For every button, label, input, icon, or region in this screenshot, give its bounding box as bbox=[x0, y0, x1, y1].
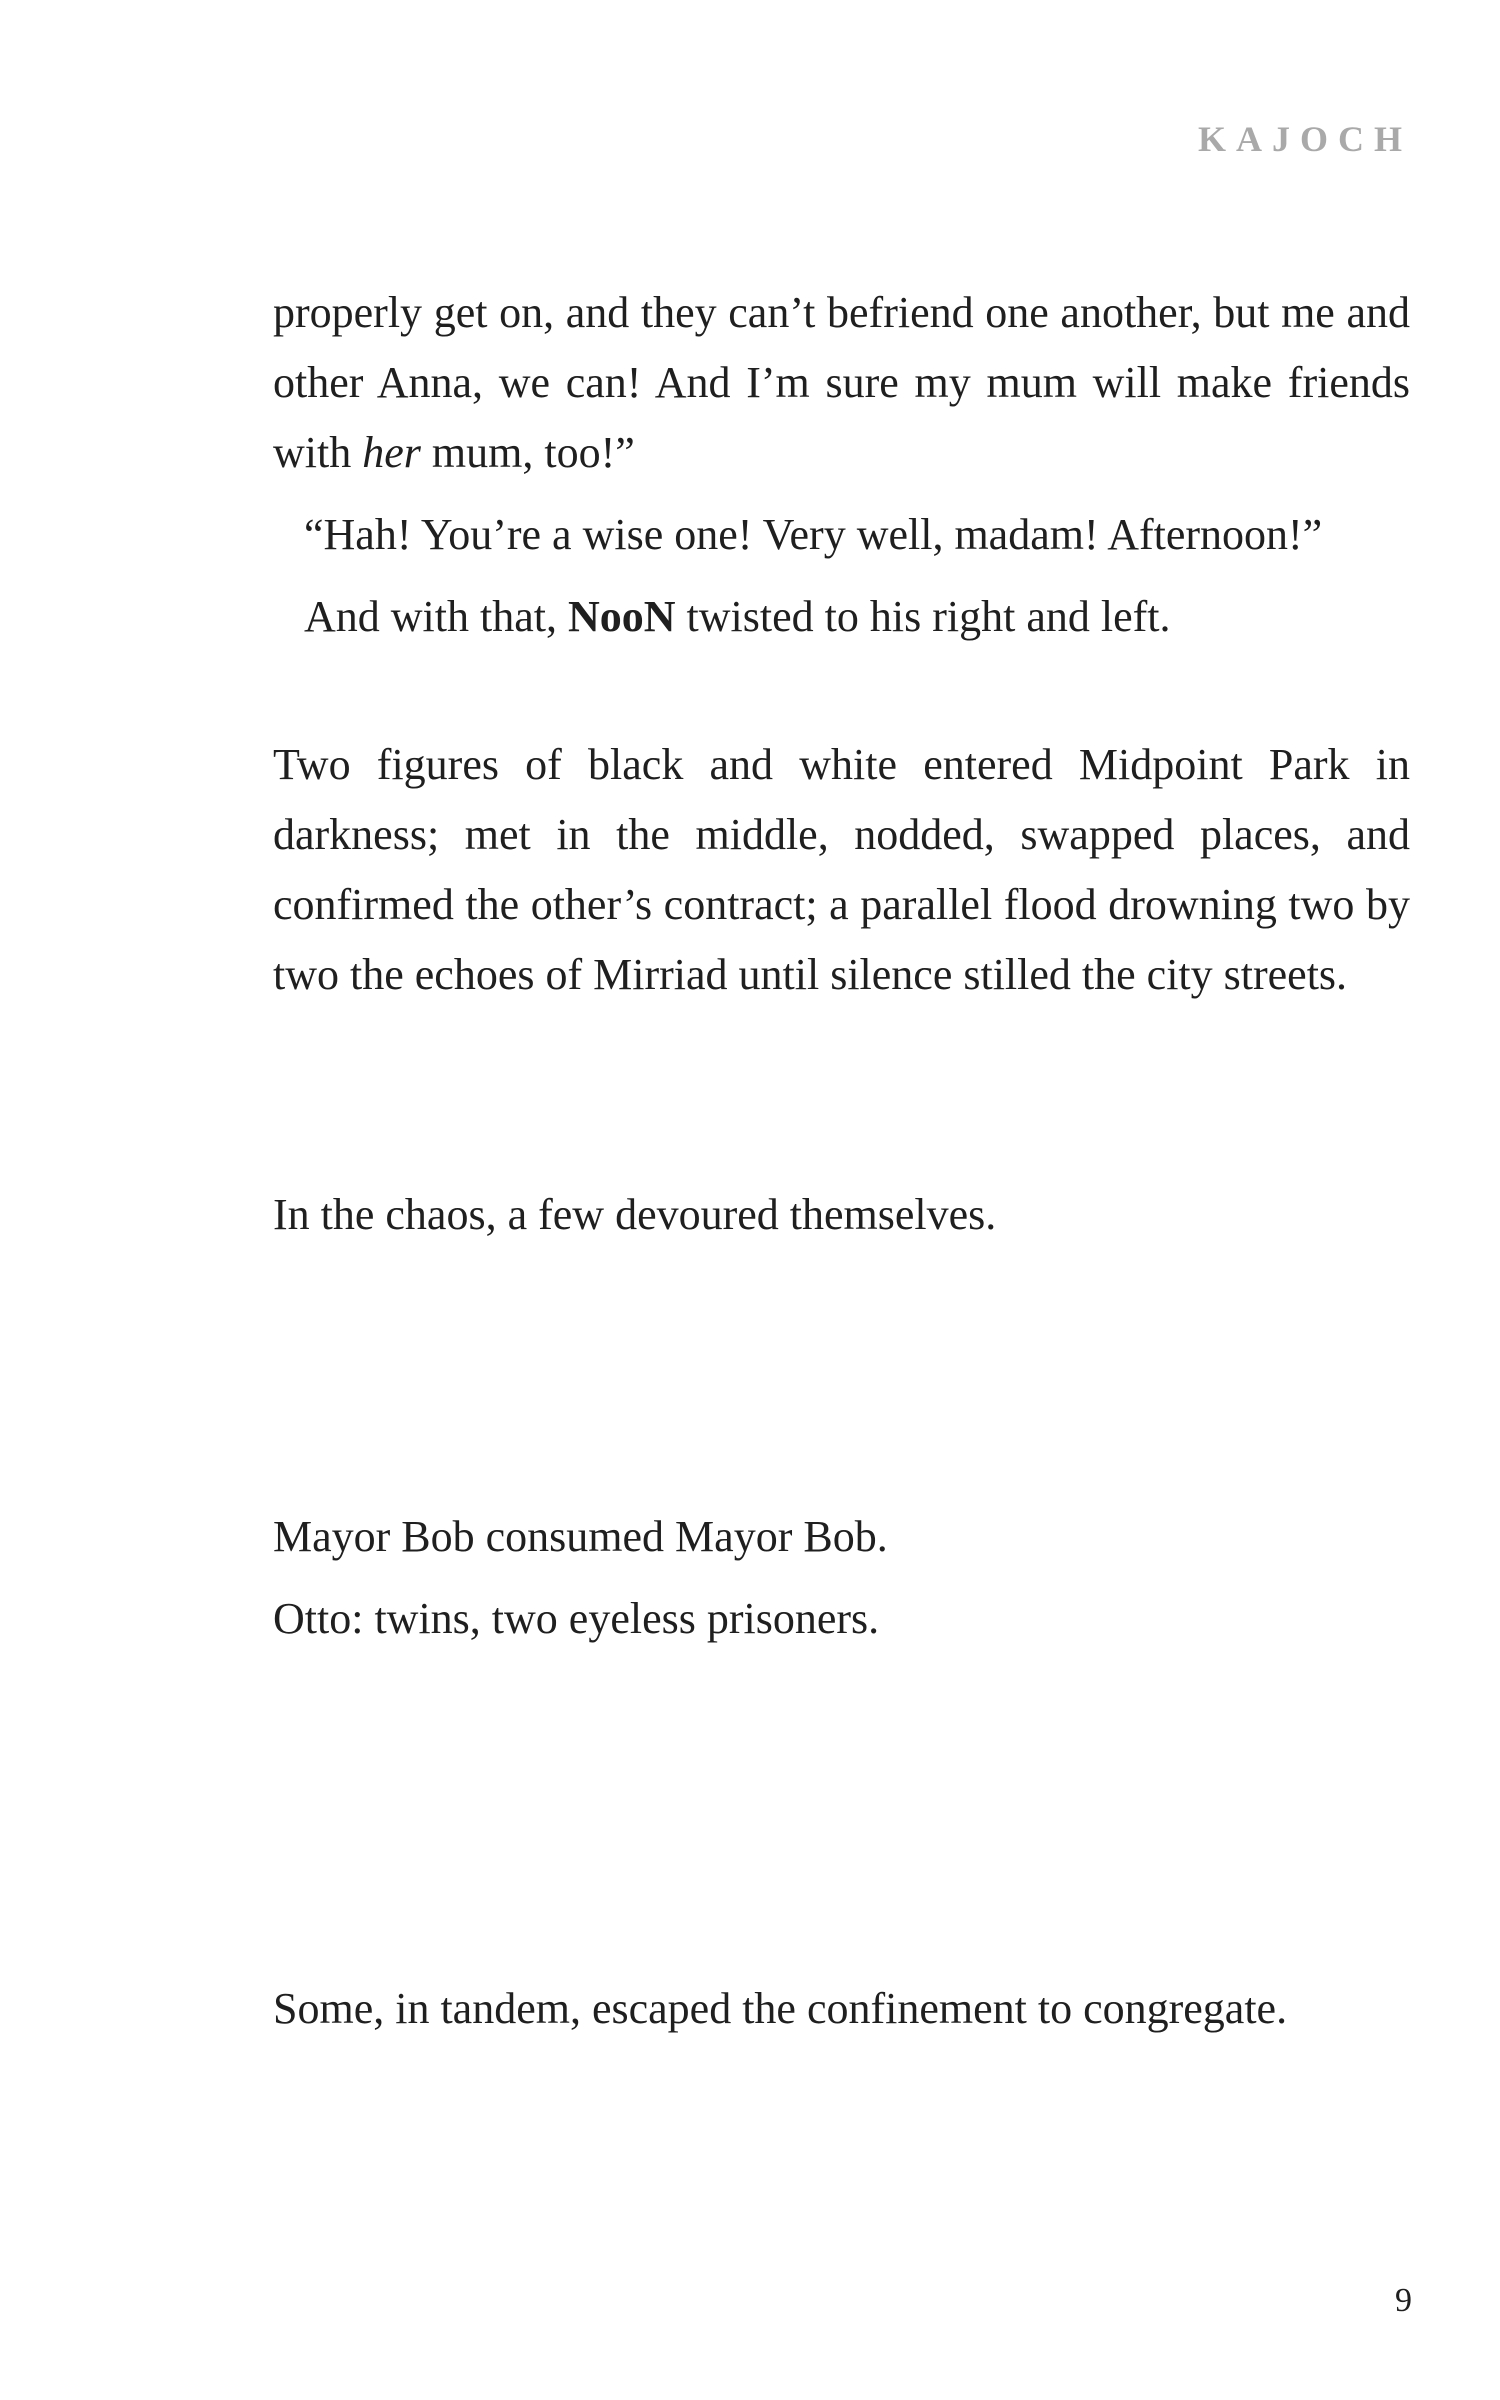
paragraph-2: “Hah! You’re a wise one! Very well, madam! Afternoon!” bbox=[304, 510, 1323, 559]
paragraph-5: In the chaos, a few devoured themselves. bbox=[273, 1190, 997, 1239]
escape-section bbox=[273, 1974, 1410, 2044]
paragraph-1-text-b: mum, too!” bbox=[420, 428, 635, 477]
running-head: KAJOCH bbox=[1197, 119, 1412, 159]
paragraph-7: Otto: twins, two eyeless prisoners. bbox=[273, 1594, 880, 1643]
paragraph-4: Two figures of black and white entered Midpoint Park in darkness; met in the middle, nodded, swapped places, and confirmed the other’s contract; a parallel flood drowning two by two the echoes of Mirriad until silence stilled the city streets. bbox=[273, 740, 1410, 999]
paragraph-3-bold: NooN bbox=[567, 592, 676, 641]
paragraph-1-text-a: properly get on, and they can’t befriend one another, but me and other Anna, we can! And I’m sure my mum will make friends with bbox=[273, 288, 1410, 477]
paragraph-1 bbox=[273, 278, 1410, 488]
narrative-section bbox=[273, 730, 1410, 1010]
chaos-section bbox=[273, 1180, 1410, 1250]
paragraph-3-text-a: And with that, bbox=[304, 592, 568, 641]
paragraph-3-text-b: twisted to his right and left. bbox=[675, 592, 1171, 641]
mayor-section bbox=[273, 1502, 1410, 1654]
page-number: 9 bbox=[1395, 2282, 1412, 2319]
paragraph-8: Some, in tandem, escaped the confinement to congregate. bbox=[273, 1984, 1288, 2033]
paragraph-6: Mayor Bob consumed Mayor Bob. bbox=[273, 1512, 888, 1561]
dialogue-section bbox=[273, 278, 1410, 652]
paragraph-3 bbox=[273, 582, 1410, 652]
paragraph-1-italic: her bbox=[362, 428, 421, 477]
